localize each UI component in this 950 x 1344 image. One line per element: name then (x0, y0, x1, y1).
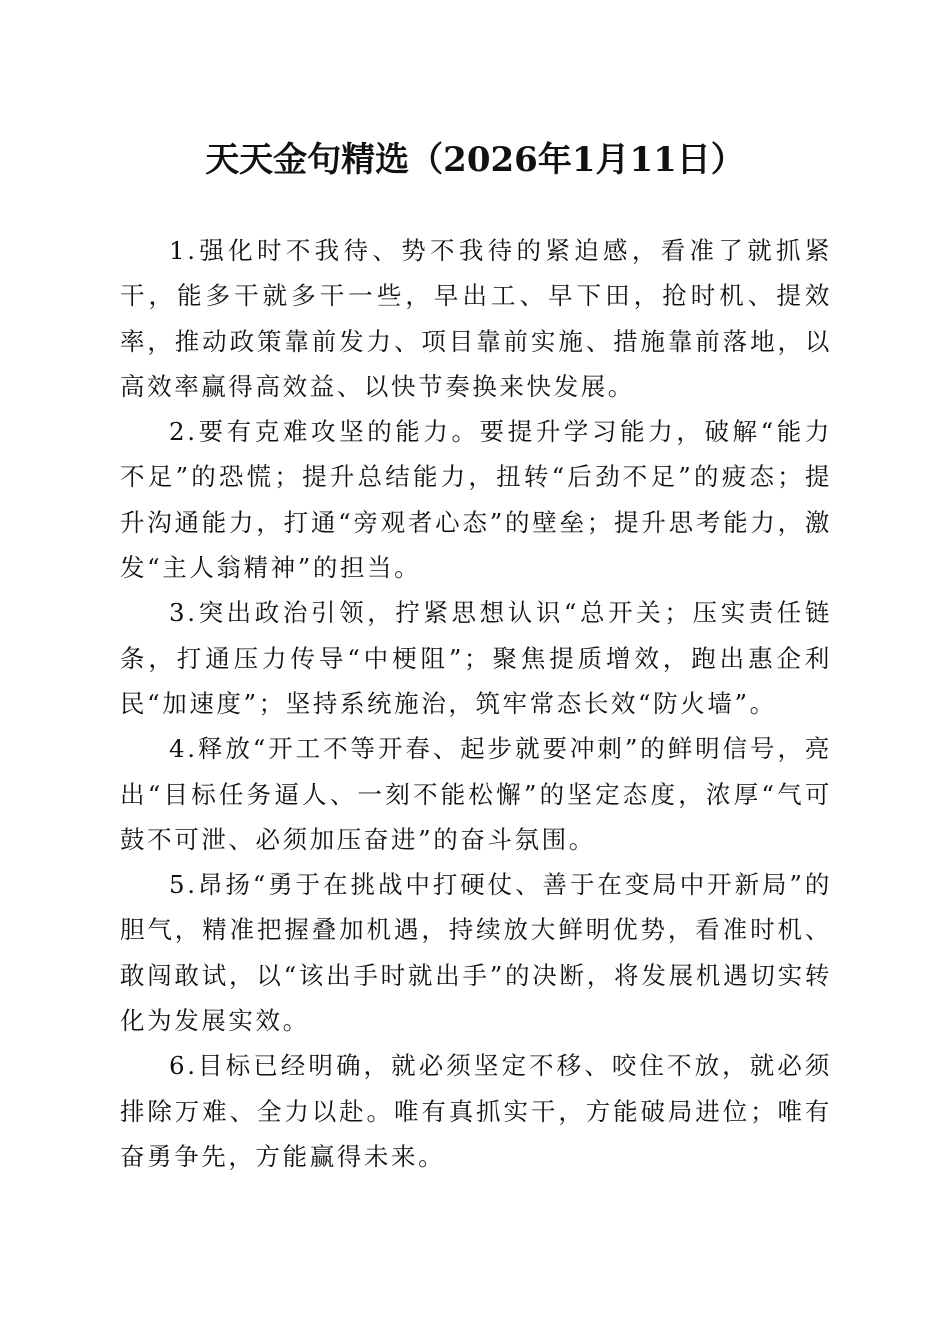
paragraph-1: 1.强化时不我待、势不我待的紧迫感，看准了就抓紧干，能多干就多干一些，早出工、早下田，抢时机、提效率，推动政策靠前发力、项目靠前实施、措施靠前落地，以高效率赢得高效益、以快节奏换来快发展。 (120, 236, 832, 401)
paragraph-4: 4.释放“开工不等开春、起步就要冲刺”的鲜明信号，亮出“目标任务逼人、一刻不能松懈”的坚定态度，浓厚“气可鼓不可泄、必须加压奋进”的奋斗氛围。 (120, 734, 832, 854)
page-title: 天天金句精选（2026年1月11日） (205, 140, 745, 180)
paragraph-5: 5.昂扬“勇于在挑战中打硬仗、善于在变局中开新局”的胆气，精准把握叠加机遇，持续放大鲜明优势，看准时机、敢闯敢试，以“该出手时就出手”的决断，将发展机遇切实转化为发展实效。 (120, 870, 832, 1036)
document-body (120, 228, 832, 1179)
paragraph-3: 3.突出政治引领，拧紧思想认识“总开关；压实责任链条，打通压力传导“中梗阻”；聚焦提质增效，跑出惠企利民“加速度”；坚持系统施治，筑牢常态长效“防火墙”。 (120, 598, 832, 718)
paragraph-6: 6.目标已经明确，就必须坚定不移、咬住不放，就必须排除万难、全力以赴。唯有真抓实干，方能破局进位；唯有奋勇争先，方能赢得未来。 (120, 1051, 832, 1171)
paragraph-2: 2.要有克难攻坚的能力。要提升学习能力，破解“能力不足”的恐慌；提升总结能力，扭转“后劲不足”的疲态；提升沟通能力，打通“旁观者心态”的壁垒；提升思考能力，激发“主人翁精神”的担当。 (120, 417, 832, 583)
